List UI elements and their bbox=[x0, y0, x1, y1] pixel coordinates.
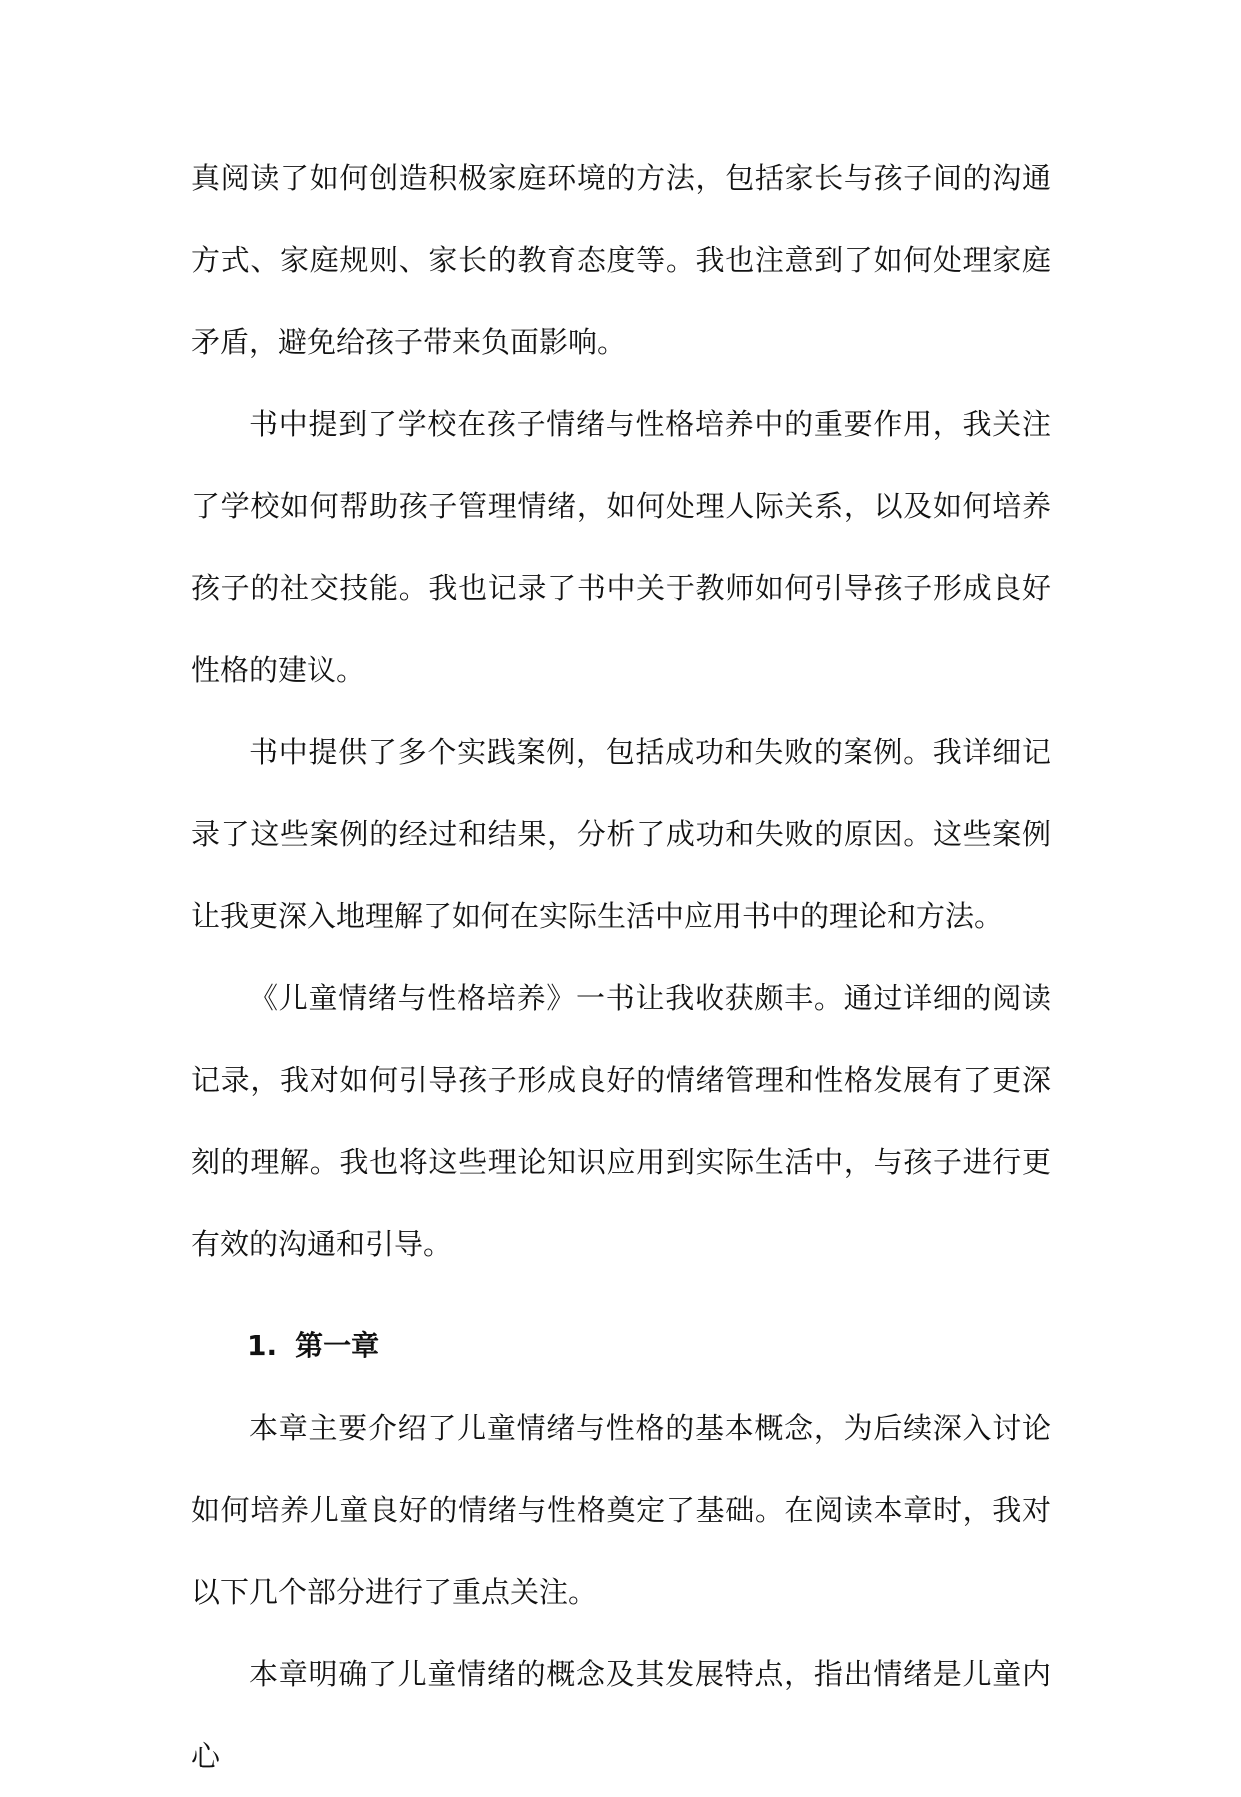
paragraph-family-environment: 真阅读了如何创造积极家庭环境的方法，包括家长与孩子间的沟通方式、家庭规则、家长的教育态度等。我也注意到了如何处理家庭矛盾，避免给孩子带来负面影响。 bbox=[191, 161, 1051, 359]
section-title: 第一章 bbox=[295, 1329, 380, 1362]
section-number: 1. bbox=[247, 1329, 278, 1362]
document-body bbox=[191, 137, 1051, 1797]
paragraph-emotion-concept: 本章明确了儿童情绪的概念及其发展特点，指出情绪是儿童内心 bbox=[191, 1657, 1051, 1773]
paragraph-chapter-intro: 本章主要介绍了儿童情绪与性格的基本概念，为后续深入讨论如何培养儿童良好的情绪与性格奠定了基础。在阅读本章时，我对以下几个部分进行了重点关注。 bbox=[191, 1411, 1051, 1609]
paragraph-practice-cases: 书中提供了多个实践案例，包括成功和失败的案例。我详细记录了这些案例的经过和结果，分析了成功和失败的原因。这些案例让我更深入地理解了如何在实际生活中应用书中的理论和方法。 bbox=[191, 735, 1051, 933]
section-heading bbox=[191, 1305, 1051, 1387]
paragraph-school-role: 书中提到了学校在孩子情绪与性格培养中的重要作用，我关注了学校如何帮助孩子管理情绪，如何处理人际关系，以及如何培养孩子的社交技能。我也记录了书中关于教师如何引导孩子形成良好性格的建议。 bbox=[191, 407, 1051, 687]
paragraph-summary: 《儿童情绪与性格培养》一书让我收获颇丰。通过详细的阅读记录，我对如何引导孩子形成良好的情绪管理和性格发展有了更深刻的理解。我也将这些理论知识应用到实际生活中，与孩子进行更有效的沟通和引导。 bbox=[191, 981, 1051, 1261]
